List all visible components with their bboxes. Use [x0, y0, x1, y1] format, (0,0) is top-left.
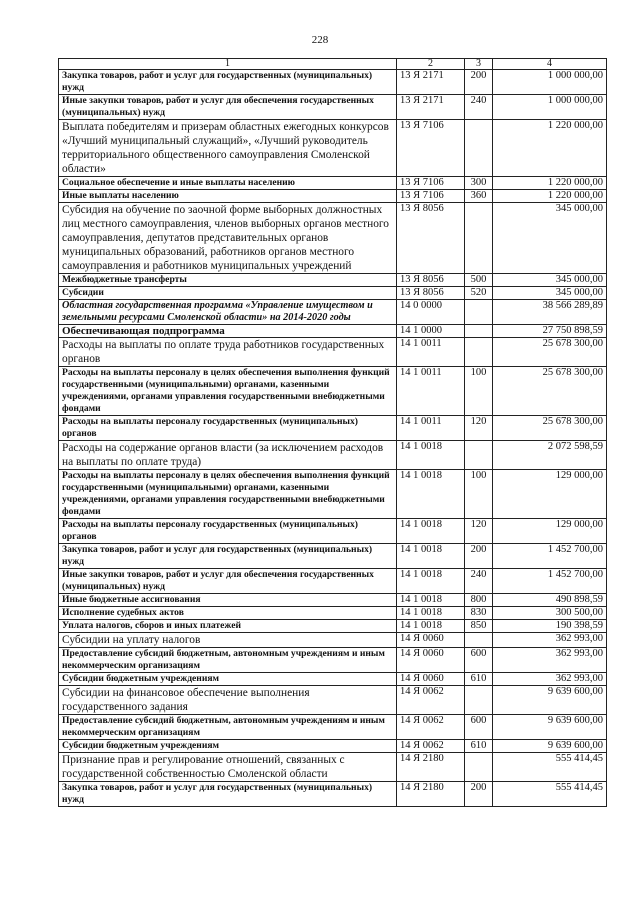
table-row	[59, 338, 607, 367]
table-row	[59, 177, 607, 190]
row-target-code: 13 Я 8056	[397, 203, 465, 274]
row-amount: 1 220 000,00	[493, 190, 607, 203]
row-amount: 362 993,00	[493, 648, 607, 673]
row-description: Межбюджетные трансферты	[59, 274, 397, 287]
row-target-code: 14 Я 0060	[397, 633, 465, 648]
table-row	[59, 70, 607, 95]
row-target-code: 14 Я 0062	[397, 686, 465, 715]
row-description: Субсидии	[59, 287, 397, 300]
row-target-code: 14 1 0011	[397, 338, 465, 367]
row-amount: 1 452 700,00	[493, 544, 607, 569]
row-description: Расходы на выплаты персоналу в целях обеспечения выполнения функций государственными (муниципальными) органами, казенными учреждениями, органами управления государственными внебюджетными фондами	[59, 470, 397, 519]
row-expense-type: 500	[465, 274, 493, 287]
row-expense-type: 800	[465, 594, 493, 607]
row-target-code: 14 0 0000	[397, 300, 465, 325]
row-target-code: 14 Я 2180	[397, 753, 465, 782]
row-expense-type: 610	[465, 673, 493, 686]
table-row	[59, 686, 607, 715]
row-target-code: 14 1 0018	[397, 441, 465, 470]
row-amount: 345 000,00	[493, 203, 607, 274]
row-description: Признание прав и регулирование отношений, связанных с государственной собственностью Смоленской области	[59, 753, 397, 782]
row-target-code: 14 Я 0060	[397, 673, 465, 686]
row-amount: 1 000 000,00	[493, 95, 607, 120]
table-row	[59, 753, 607, 782]
table-row	[59, 416, 607, 441]
table-row	[59, 620, 607, 633]
row-amount: 38 566 289,89	[493, 300, 607, 325]
row-description: Закупка товаров, работ и услуг для государственных (муниципальных) нужд	[59, 70, 397, 95]
table-row	[59, 203, 607, 274]
row-amount: 9 639 600,00	[493, 715, 607, 740]
row-amount: 25 678 300,00	[493, 367, 607, 416]
row-expense-type: 200	[465, 70, 493, 95]
table-row	[59, 287, 607, 300]
row-amount: 27 750 898,59	[493, 325, 607, 338]
row-description: Субсидии на финансовое обеспечение выполнения государственного задания	[59, 686, 397, 715]
row-amount: 129 000,00	[493, 519, 607, 544]
row-target-code: 13 Я 2171	[397, 70, 465, 95]
table-row	[59, 607, 607, 620]
row-target-code: 14 Я 0060	[397, 648, 465, 673]
row-description: Областная государственная программа «Управление имуществом и земельными ресурсами Смоленской области» на 2014-2020 годы	[59, 300, 397, 325]
row-expense-type: 200	[465, 544, 493, 569]
row-target-code: 14 Я 0062	[397, 715, 465, 740]
row-amount: 9 639 600,00	[493, 740, 607, 753]
row-amount: 490 898,59	[493, 594, 607, 607]
row-target-code: 13 Я 8056	[397, 274, 465, 287]
row-target-code: 14 1 0018	[397, 519, 465, 544]
row-amount: 345 000,00	[493, 287, 607, 300]
row-amount: 1 220 000,00	[493, 177, 607, 190]
row-target-code: 14 1 0018	[397, 544, 465, 569]
row-target-code: 14 Я 2180	[397, 782, 465, 807]
table-row	[59, 594, 607, 607]
row-expense-type	[465, 120, 493, 177]
row-amount: 1 452 700,00	[493, 569, 607, 594]
row-expense-type	[465, 753, 493, 782]
row-expense-type	[465, 300, 493, 325]
table-row	[59, 782, 607, 807]
row-amount: 1 000 000,00	[493, 70, 607, 95]
row-expense-type	[465, 203, 493, 274]
row-description: Субсидия на обучение по заочной форме выборных должностных лиц местного самоуправления, членов выборных органов местного самоуправления, депутатов представительных органов муниципальных образований, работников органов местного самоуправления и работников муниципальных учреждений	[59, 203, 397, 274]
budget-table	[58, 58, 607, 807]
row-amount: 555 414,45	[493, 782, 607, 807]
row-target-code: 14 1 0011	[397, 416, 465, 441]
table-row	[59, 367, 607, 416]
row-description: Закупка товаров, работ и услуг для государственных (муниципальных) нужд	[59, 544, 397, 569]
row-amount: 129 000,00	[493, 470, 607, 519]
table-row	[59, 633, 607, 648]
row-expense-type: 100	[465, 367, 493, 416]
row-expense-type: 120	[465, 416, 493, 441]
row-target-code: 14 1 0011	[397, 367, 465, 416]
row-target-code: 14 1 0018	[397, 594, 465, 607]
table-row	[59, 325, 607, 338]
row-expense-type: 100	[465, 470, 493, 519]
row-expense-type	[465, 325, 493, 338]
row-description: Расходы на выплаты персоналу государственных (муниципальных) органов	[59, 416, 397, 441]
row-amount: 190 398,59	[493, 620, 607, 633]
row-expense-type: 520	[465, 287, 493, 300]
row-expense-type: 360	[465, 190, 493, 203]
row-target-code: 13 Я 7106	[397, 177, 465, 190]
row-expense-type: 240	[465, 569, 493, 594]
row-expense-type: 850	[465, 620, 493, 633]
row-amount: 300 500,00	[493, 607, 607, 620]
row-description: Расходы на выплаты персоналу в целях обеспечения выполнения функций государственными (муниципальными) органами, казенными учреждениями, органами управления государственными внебюджетными фондами	[59, 367, 397, 416]
row-expense-type: 600	[465, 648, 493, 673]
row-description: Предоставление субсидий бюджетным, автономным учреждениям и иным некоммерческим организациям	[59, 648, 397, 673]
table-row	[59, 673, 607, 686]
table-row	[59, 120, 607, 177]
row-expense-type	[465, 633, 493, 648]
row-target-code: 14 Я 0062	[397, 740, 465, 753]
table-row	[59, 519, 607, 544]
row-expense-type: 600	[465, 715, 493, 740]
row-amount: 25 678 300,00	[493, 338, 607, 367]
row-amount: 1 220 000,00	[493, 120, 607, 177]
table-row	[59, 648, 607, 673]
row-expense-type: 830	[465, 607, 493, 620]
row-amount: 9 639 600,00	[493, 686, 607, 715]
row-expense-type: 200	[465, 782, 493, 807]
row-target-code: 13 Я 2171	[397, 95, 465, 120]
row-description: Закупка товаров, работ и услуг для государственных (муниципальных) нужд	[59, 782, 397, 807]
row-description: Предоставление субсидий бюджетным, автономным учреждениям и иным некоммерческим организациям	[59, 715, 397, 740]
table-row	[59, 470, 607, 519]
row-description: Расходы на выплаты персоналу государственных (муниципальных) органов	[59, 519, 397, 544]
row-description: Иные закупки товаров, работ и услуг для обеспечения государственных (муниципальных) нужд	[59, 569, 397, 594]
row-target-code: 14 1 0018	[397, 470, 465, 519]
column-header-4: 4	[493, 59, 607, 70]
column-header-1: 1	[59, 59, 397, 70]
table-row	[59, 190, 607, 203]
row-target-code: 14 1 0018	[397, 607, 465, 620]
row-target-code: 14 1 0018	[397, 569, 465, 594]
table-body	[59, 70, 607, 807]
column-header-3: 3	[465, 59, 493, 70]
row-description: Иные выплаты населению	[59, 190, 397, 203]
table-row	[59, 441, 607, 470]
table-row	[59, 300, 607, 325]
row-expense-type: 240	[465, 95, 493, 120]
row-expense-type: 300	[465, 177, 493, 190]
table-header-row	[59, 59, 607, 70]
row-expense-type	[465, 686, 493, 715]
row-description: Обеспечивающая подпрограмма	[59, 325, 397, 338]
row-target-code: 13 Я 8056	[397, 287, 465, 300]
table-row	[59, 715, 607, 740]
page-number: 228	[311, 34, 329, 46]
row-description: Расходы на содержание органов власти (за исключением расходов на выплаты по оплате труда)	[59, 441, 397, 470]
column-header-2: 2	[397, 59, 465, 70]
row-description: Субсидии бюджетным учреждениям	[59, 740, 397, 753]
row-description: Исполнение судебных актов	[59, 607, 397, 620]
row-target-code: 13 Я 7106	[397, 190, 465, 203]
row-description: Уплата налогов, сборов и иных платежей	[59, 620, 397, 633]
table-row	[59, 740, 607, 753]
row-amount: 362 993,00	[493, 633, 607, 648]
table-row	[59, 569, 607, 594]
row-amount: 2 072 598,59	[493, 441, 607, 470]
row-description: Субсидии на уплату налогов	[59, 633, 397, 648]
row-target-code: 14 1 0018	[397, 620, 465, 633]
row-description: Социальное обеспечение и иные выплаты населению	[59, 177, 397, 190]
table-row	[59, 544, 607, 569]
row-expense-type: 120	[465, 519, 493, 544]
row-description: Выплата победителям и призерам областных ежегодных конкурсов «Лучший муниципальный служащий», «Лучший руководитель территориального общественного самоуправления Смоленской области»	[59, 120, 397, 177]
row-amount: 345 000,00	[493, 274, 607, 287]
row-expense-type: 610	[465, 740, 493, 753]
row-description: Расходы на выплаты по оплате труда работников государственных органов	[59, 338, 397, 367]
row-expense-type	[465, 441, 493, 470]
row-target-code: 14 1 0000	[397, 325, 465, 338]
table-row	[59, 95, 607, 120]
row-amount: 25 678 300,00	[493, 416, 607, 441]
row-amount: 362 993,00	[493, 673, 607, 686]
table-row	[59, 274, 607, 287]
row-amount: 555 414,45	[493, 753, 607, 782]
row-description: Субсидии бюджетным учреждениям	[59, 673, 397, 686]
row-expense-type	[465, 338, 493, 367]
row-description: Иные бюджетные ассигнования	[59, 594, 397, 607]
row-target-code: 13 Я 7106	[397, 120, 465, 177]
row-description: Иные закупки товаров, работ и услуг для обеспечения государственных (муниципальных) нужд	[59, 95, 397, 120]
